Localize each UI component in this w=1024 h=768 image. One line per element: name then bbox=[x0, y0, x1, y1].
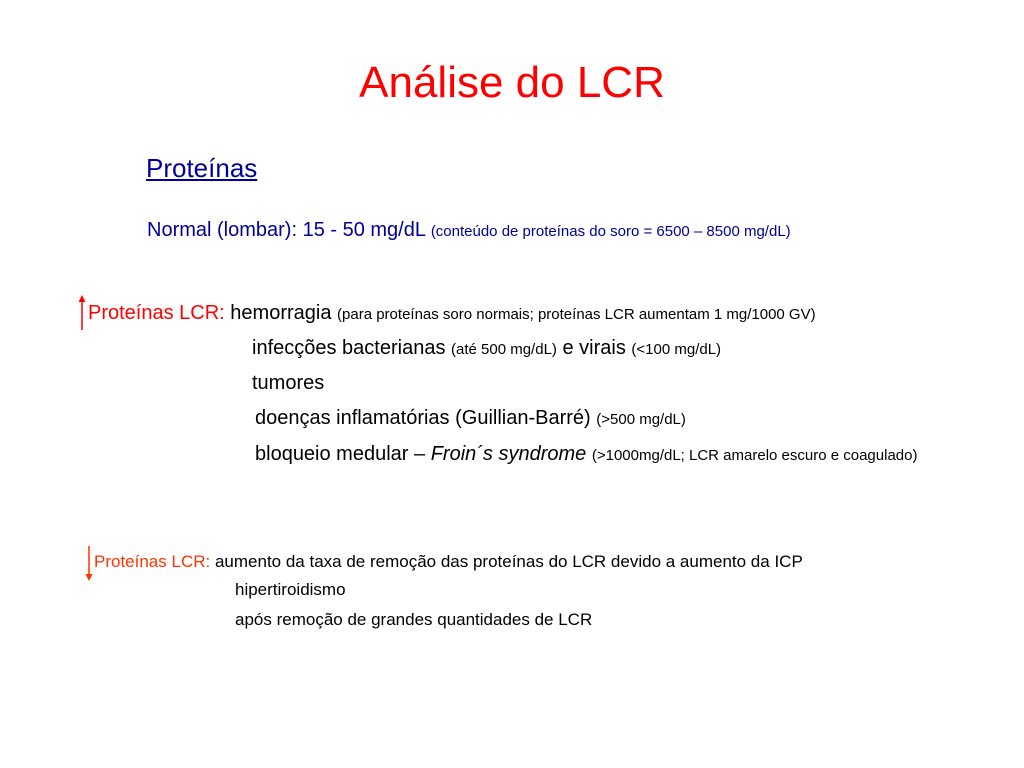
section-heading: Proteínas bbox=[146, 153, 258, 183]
increase-item-bloqueio-note: (>1000mg/dL; LCR amarelo escuro e coagulado) bbox=[591, 447, 918, 464]
normal-range-line bbox=[147, 219, 791, 242]
normal-range-note: (conteúdo de proteínas do soro = 6500 – 8500 mg/dL) bbox=[430, 223, 791, 240]
increase-item-inflamatorias: doenças inflamatórias (Guillian-Barré) bbox=[255, 407, 591, 429]
decrease-row-1 bbox=[94, 552, 803, 572]
increase-label: Proteínas LCR: bbox=[88, 302, 225, 324]
increase-row-5 bbox=[255, 443, 917, 466]
decrease-row-2 bbox=[235, 580, 346, 600]
increase-row-1 bbox=[88, 302, 816, 325]
increase-item-infeccoes-note: (até 500 mg/dL) bbox=[451, 341, 557, 358]
arrow-up-icon bbox=[77, 295, 87, 331]
increase-row-3 bbox=[252, 372, 324, 395]
increase-item-inflamatorias-note: (>500 mg/dL) bbox=[596, 411, 686, 428]
decrease-row-3 bbox=[235, 610, 592, 630]
increase-row-4 bbox=[255, 407, 686, 430]
increase-item-tumores: tumores bbox=[252, 372, 325, 394]
arrow-down-icon bbox=[84, 545, 94, 581]
increase-item-bloqueio: bloqueio medular – bbox=[255, 443, 426, 465]
decrease-item-hipertiroidismo: hipertiroidismo bbox=[235, 580, 346, 599]
increase-item-infeccoes: infecções bacterianas bbox=[252, 337, 446, 359]
increase-item-hemorragia-note: (para proteínas soro normais; proteínas LCR aumentam 1 mg/1000 GV) bbox=[337, 306, 816, 323]
increase-item-hemorragia: hemorragia bbox=[230, 302, 332, 324]
decrease-label: Proteínas LCR: bbox=[94, 552, 211, 571]
normal-range-text: Normal (lombar): 15 - 50 mg/dL bbox=[147, 219, 426, 241]
increase-item-virais-note: (<100 mg/dL) bbox=[631, 341, 722, 358]
increase-item-froin: Froin´s syndrome bbox=[430, 443, 587, 465]
decrease-item-remocao: aumento da taxa de remoção das proteínas do LCR devido a aumento da ICP bbox=[214, 552, 803, 571]
increase-item-virais: e virais bbox=[562, 337, 626, 359]
decrease-item-apos-remocao: após remoção de grandes quantidades de LCR bbox=[235, 610, 593, 629]
increase-row-2 bbox=[252, 337, 721, 360]
slide-title: Análise do LCR bbox=[359, 58, 665, 107]
